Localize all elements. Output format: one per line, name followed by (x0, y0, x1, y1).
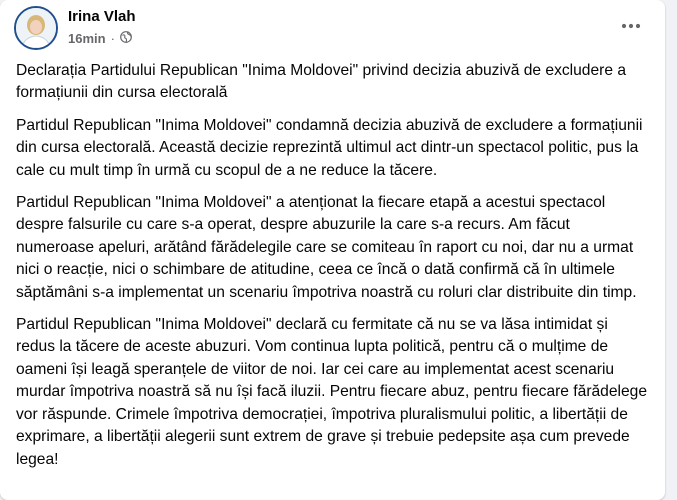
post-paragraph: Partidul Republican "Inima Moldovei" condamnă decizia abuzivă de excludere a formațiunii din cursa electorală. Această decizie reprezintă ultimul act dintr-un spectacol politic, pus la cale cu mult timp în urmă cu scopul de a ne reduce la tăcere. (16, 116, 643, 179)
author-name[interactable]: Irina Vlah (68, 8, 136, 25)
post-paragraph: Partidul Republican "Inima Moldovei" a atenționat la fiecare etapă a acestui spectacol despre falsurile cu care s-a operat, despre abuzurile la care s-a recurs. Am făcut numeroase apeluri, arătând fărădelegile care se comiteau în raport cu noi, dar nu a urmat nici o reacție, nici o schimbare de atitudine, ceea ce încă o dată confirmă că în ultimele săptămâni s-a implementat un scenariu împotriva noastră cu roluri clar distribuite din timp. (16, 194, 637, 301)
post-body (0, 60, 665, 471)
post-paragraph: Partidul Republican "Inima Moldovei" declară cu fermitate că nu se va lăsa intimidat și redus la tăcere de aceste abuzuri. Vom continua lupta politică, pentru că o mulțime de oameni își leagă speranțele de viitor de noi. Iar cei care au implementat acest scenariu murdar împotriva noastră să nu își facă iluzii. Pentru fiecare abuz, pentru fiecare fărădelege vor răspunde. Crimele împotriva democrației, împotriva pluralismului politic, a libertății de exprimare, a libertății alegerii sunt extrem de grave și trebuie pedepsite așa cum prevede legea! (16, 316, 648, 468)
avatar[interactable] (14, 6, 58, 50)
post-time[interactable]: 16min (68, 31, 106, 46)
post-meta (68, 31, 132, 46)
more-options-icon[interactable] (617, 14, 645, 38)
globe-icon[interactable] (120, 31, 132, 46)
post-paragraph-title: Declarația Partidului Republican "Inima Moldovei" privind decizia abuzivă de excludere a formațiunii din cursa electorală (16, 62, 627, 102)
separator-dot: · (110, 31, 115, 46)
post-header (0, 0, 665, 60)
